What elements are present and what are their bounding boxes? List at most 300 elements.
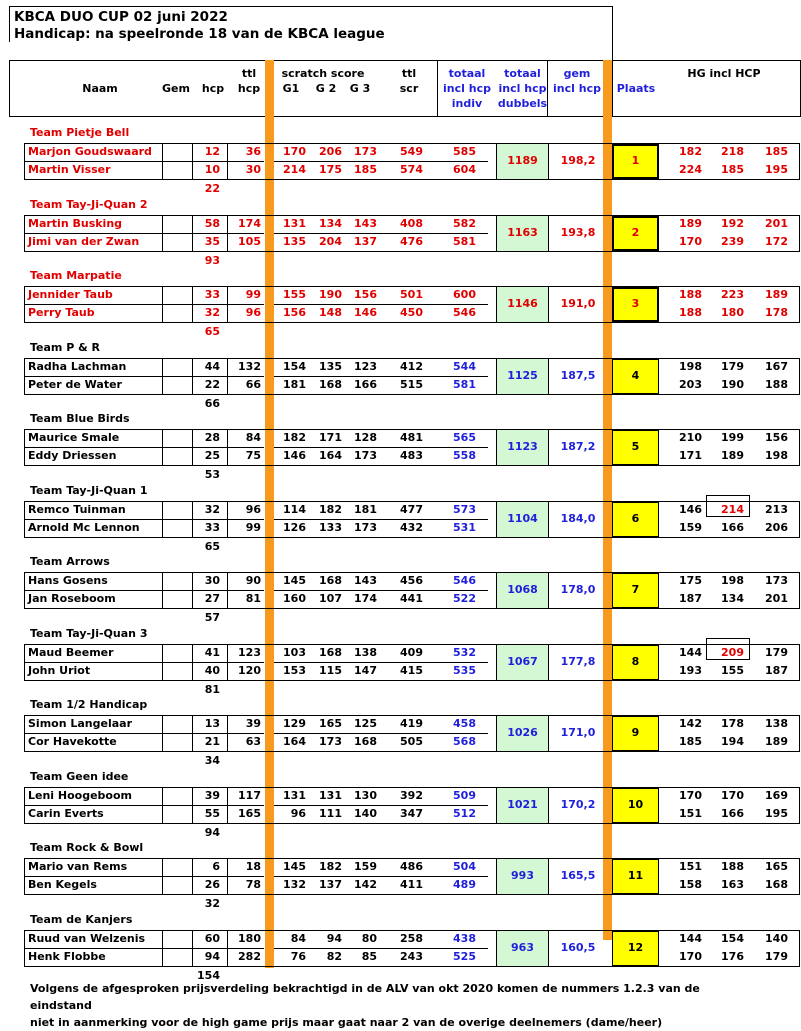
player-g1: 96 (290, 807, 306, 820)
player-high-game: 166 (721, 521, 744, 534)
dubbels-value: 963 (511, 941, 534, 954)
player-hcp: 27 (204, 592, 220, 605)
player-high-game: 218 (721, 145, 744, 158)
player-high-game: 209 (721, 646, 744, 659)
header-gem-incl-1: gem (563, 67, 591, 80)
player-g2: 111 (319, 807, 342, 820)
player-hcp: 6 (212, 860, 220, 873)
header-divider (437, 61, 438, 116)
player-high-game: 210 (679, 431, 702, 444)
player-hcp: 32 (204, 503, 220, 516)
dubbels-value: 1104 (507, 512, 538, 525)
player-high-game: 187 (679, 592, 702, 605)
player-hcp: 10 (204, 163, 220, 176)
player-g2: 148 (319, 306, 342, 319)
plaats-value: 7 (631, 583, 640, 596)
header-gem-incl-2: incl hcp (553, 82, 601, 95)
team-name: Team Tay-Ji-Quan 1 (30, 484, 148, 497)
player-high-game: 188 (679, 306, 702, 319)
header-g2: G 2 (315, 82, 337, 95)
dubbels-value: 1163 (507, 226, 538, 239)
player-ttl-hcp: 81 (245, 592, 261, 605)
player-high-game: 168 (765, 878, 788, 891)
team-hcp-total: 22 (204, 182, 220, 195)
player-indiv: 504 (453, 860, 476, 873)
player-g2: 190 (319, 288, 342, 301)
player-g2: 94 (326, 932, 342, 945)
player-g2: 135 (319, 360, 342, 373)
player-indiv: 582 (453, 217, 476, 230)
player-high-game: 199 (721, 431, 744, 444)
player-g3: 142 (354, 878, 377, 891)
team-hcp-total: 93 (204, 254, 220, 267)
player-g3: 174 (354, 592, 377, 605)
header-naam: Naam (82, 82, 118, 95)
player-high-game: 179 (721, 360, 744, 373)
player-high-game: 189 (721, 449, 744, 462)
player-g1: 153 (283, 664, 306, 677)
player-ttl-hcp: 105 (238, 235, 261, 248)
player-high-game: 198 (679, 360, 702, 373)
plaats-value: 9 (631, 726, 640, 739)
player-hcp: 58 (204, 217, 220, 230)
player-ttl-hcp: 18 (245, 860, 261, 873)
team-name: Team P & R (30, 341, 101, 354)
player-scr: 486 (400, 860, 423, 873)
player-g2: 165 (319, 717, 342, 730)
player-high-game: 185 (721, 163, 744, 176)
player-high-game: 178 (765, 306, 788, 319)
player-g3: 125 (354, 717, 377, 730)
header-ttl-scr-1: ttl (401, 67, 417, 80)
player-high-game: 170 (679, 235, 702, 248)
player-scr: 450 (400, 306, 423, 319)
player-high-game: 146 (679, 503, 702, 516)
player-high-game: 142 (679, 717, 702, 730)
player-high-game: 170 (679, 789, 702, 802)
player-high-game: 159 (679, 521, 702, 534)
player-indiv: 558 (453, 449, 476, 462)
player-g2: 182 (319, 503, 342, 516)
dubbels-value: 1146 (507, 297, 538, 310)
player-g1: 156 (283, 306, 306, 319)
player-ttl-hcp: 123 (238, 646, 261, 659)
player-name: Ruud van Welzenis (28, 932, 146, 945)
player-high-game: 188 (721, 860, 744, 873)
player-high-game: 138 (765, 717, 788, 730)
player-g1: 160 (283, 592, 306, 605)
player-ttl-hcp: 90 (245, 574, 261, 587)
team-hcp-total: 94 (204, 826, 220, 839)
player-high-game: 154 (721, 932, 744, 945)
player-indiv: 600 (453, 288, 476, 301)
player-scr: 392 (400, 789, 423, 802)
header-totaal-dubbels-3: dubbels (497, 97, 548, 110)
gem-value: 187,2 (560, 440, 596, 453)
player-high-game: 170 (679, 950, 702, 963)
player-hcp: 12 (204, 145, 220, 158)
team-hcp-total: 34 (204, 754, 220, 767)
player-high-game: 189 (765, 735, 788, 748)
player-g1: 145 (283, 860, 306, 873)
player-g3: 143 (354, 217, 377, 230)
player-hcp: 26 (204, 878, 220, 891)
player-ttl-hcp: 174 (238, 217, 261, 230)
gem-value: 193,8 (560, 226, 596, 239)
player-high-game: 173 (765, 574, 788, 587)
player-g1: 170 (283, 145, 306, 158)
player-scr: 441 (400, 592, 423, 605)
player-ttl-hcp: 63 (245, 735, 261, 748)
player-high-game: 163 (721, 878, 744, 891)
player-indiv: 581 (453, 235, 476, 248)
header-divider (612, 61, 613, 116)
plaats-value: 8 (631, 655, 640, 668)
player-ttl-hcp: 180 (238, 932, 261, 945)
player-ttl-hcp: 282 (238, 950, 261, 963)
team-hcp-total: 66 (204, 397, 220, 410)
player-scr: 243 (400, 950, 423, 963)
plaats-value: 5 (631, 440, 640, 453)
player-indiv: 531 (453, 521, 476, 534)
player-g1: 214 (283, 163, 306, 176)
player-high-game: 134 (721, 592, 744, 605)
player-hcp: 44 (204, 360, 220, 373)
gem-value: 160,5 (560, 941, 596, 954)
header-g1: G1 (282, 82, 300, 95)
player-name: Radha Lachman (28, 360, 127, 373)
header-hcp: hcp (201, 82, 225, 95)
player-high-game: 193 (679, 664, 702, 677)
team-name: Team de Kanjers (30, 913, 133, 926)
player-scr: 549 (400, 145, 423, 158)
player-name: Arnold Mc Lennon (28, 521, 140, 534)
dubbels-value: 993 (511, 869, 534, 882)
player-indiv: 568 (453, 735, 476, 748)
player-g2: 133 (319, 521, 342, 534)
player-scr: 408 (400, 217, 423, 230)
player-ttl-hcp: 117 (238, 789, 261, 802)
header-totaal-dubbels-1: totaal (504, 67, 541, 80)
player-high-game: 188 (765, 378, 788, 391)
player-high-game: 172 (765, 235, 788, 248)
player-high-game: 169 (765, 789, 788, 802)
player-high-game: 195 (765, 163, 788, 176)
plaats-value: 6 (631, 512, 640, 525)
player-high-game: 198 (765, 449, 788, 462)
player-g2: 206 (319, 145, 342, 158)
player-g1: 145 (283, 574, 306, 587)
player-g2: 131 (319, 789, 342, 802)
player-g3: 128 (354, 431, 377, 444)
player-high-game: 189 (679, 217, 702, 230)
header-totaal-dubbels-2: incl hcp (498, 82, 547, 95)
player-scr: 483 (400, 449, 423, 462)
player-indiv: 512 (453, 807, 476, 820)
player-indiv: 581 (453, 378, 476, 391)
player-ttl-hcp: 66 (245, 378, 261, 391)
player-g1: 182 (283, 431, 306, 444)
header-ttl-hcp-2: hcp (237, 82, 261, 95)
player-high-game: 180 (721, 306, 744, 319)
player-g2: 82 (326, 950, 342, 963)
player-indiv: 489 (453, 878, 476, 891)
player-g1: 135 (283, 235, 306, 248)
player-g3: 147 (354, 664, 377, 677)
dubbels-value: 1026 (507, 726, 538, 739)
player-g3: 156 (354, 288, 377, 301)
player-indiv: 604 (453, 163, 476, 176)
player-name: Cor Havekotte (28, 735, 117, 748)
player-high-game: 201 (765, 592, 788, 605)
player-hcp: 22 (204, 378, 220, 391)
player-indiv: 532 (453, 646, 476, 659)
player-indiv: 585 (453, 145, 476, 158)
player-scr: 409 (400, 646, 423, 659)
header-scratch-score: scratch score (281, 67, 365, 80)
gem-value: 187,5 (560, 369, 596, 382)
player-g3: 123 (354, 360, 377, 373)
team-name: Team Tay-Ji-Quan 3 (30, 627, 148, 640)
player-high-game: 179 (765, 950, 788, 963)
player-name: Marjon Goudswaard (28, 145, 152, 158)
gem-value: 171,0 (560, 726, 596, 739)
player-indiv: 573 (453, 503, 476, 516)
player-g3: 166 (354, 378, 377, 391)
header-totaal-indiv-3: indiv (451, 97, 483, 110)
player-g2: 175 (319, 163, 342, 176)
player-g2: 171 (319, 431, 342, 444)
player-g3: 181 (354, 503, 377, 516)
player-g3: 173 (354, 145, 377, 158)
player-g3: 168 (354, 735, 377, 748)
player-high-game: 190 (721, 378, 744, 391)
player-high-game: 144 (679, 932, 702, 945)
team-name: Team Arrows (30, 555, 110, 568)
player-name: Henk Flobbe (28, 950, 106, 963)
dubbels-value: 1067 (507, 655, 538, 668)
player-scr: 347 (400, 807, 423, 820)
player-g1: 131 (283, 789, 306, 802)
header-border-left (9, 61, 10, 116)
player-hcp: 28 (204, 431, 220, 444)
player-hcp: 33 (204, 521, 220, 534)
header-totaal-indiv-1: totaal (448, 67, 486, 80)
player-g1: 155 (283, 288, 306, 301)
player-scr: 505 (400, 735, 423, 748)
player-high-game: 185 (765, 145, 788, 158)
dubbels-value: 1123 (507, 440, 538, 453)
player-g3: 173 (354, 521, 377, 534)
team-name: Team Pietje Bell (30, 126, 130, 139)
player-g3: 140 (354, 807, 377, 820)
player-high-game: 166 (721, 807, 744, 820)
dubbels-value: 1125 (507, 369, 538, 382)
plaats-value: 10 (627, 798, 644, 811)
player-indiv: 565 (453, 431, 476, 444)
player-scr: 456 (400, 574, 423, 587)
player-scr: 476 (400, 235, 423, 248)
player-high-game: 151 (679, 860, 702, 873)
header-totaal-indiv-2: incl hcp (443, 82, 491, 95)
plaats-value: 4 (631, 369, 640, 382)
team-hcp-total: 53 (204, 468, 220, 481)
player-name: Simon Langelaar (28, 717, 133, 730)
player-ttl-hcp: 99 (245, 288, 261, 301)
player-high-game: 203 (679, 378, 702, 391)
player-ttl-hcp: 165 (238, 807, 261, 820)
player-g1: 84 (290, 932, 306, 945)
player-g2: 107 (319, 592, 342, 605)
player-indiv: 458 (453, 717, 476, 730)
player-name: Mario van Rems (28, 860, 128, 873)
dubbels-value: 1189 (507, 154, 538, 167)
player-name: Maud Beemer (28, 646, 114, 659)
team-name: Team Rock & Bowl (30, 841, 144, 854)
player-hcp: 40 (204, 664, 220, 677)
team-hcp-total: 81 (204, 683, 220, 696)
document-subtitle: Handicap: na speelronde 18 van de KBCA league (14, 26, 385, 42)
team-name: Team Tay-Ji-Quan 2 (30, 198, 148, 211)
player-high-game: 144 (679, 646, 702, 659)
player-g1: 146 (283, 449, 306, 462)
player-g2: 134 (319, 217, 342, 230)
team-name: Team Geen idee (30, 770, 129, 783)
player-name: Remco Tuinman (28, 503, 126, 516)
player-scr: 415 (400, 664, 423, 677)
header-plaats: Plaats (616, 82, 656, 95)
player-g1: 76 (290, 950, 306, 963)
dubbels-value: 1068 (507, 583, 538, 596)
player-g2: 182 (319, 860, 342, 873)
player-ttl-hcp: 36 (245, 145, 261, 158)
player-g1: 132 (283, 878, 306, 891)
player-name: Maurice Smale (28, 431, 120, 444)
player-name: Jimi van der Zwan (28, 235, 140, 248)
gem-value: 177,8 (560, 655, 596, 668)
gem-value: 191,0 (560, 297, 596, 310)
team-hcp-total: 65 (204, 540, 220, 553)
player-high-game: 158 (679, 878, 702, 891)
team-name: Team Blue Birds (30, 412, 130, 425)
footer-line-2: niet in aanmerking voor de high game prijs maar gaat naar 2 van de overige deelnemers (dame/heer) (30, 1016, 663, 1029)
player-high-game: 175 (679, 574, 702, 587)
player-high-game: 151 (679, 807, 702, 820)
player-indiv: 544 (453, 360, 476, 373)
player-g3: 85 (361, 950, 377, 963)
player-high-game: 189 (765, 288, 788, 301)
team-name: Team Marpatie (30, 269, 122, 282)
header-divider (547, 61, 548, 116)
player-scr: 481 (400, 431, 423, 444)
player-name: Peter de Water (28, 378, 122, 391)
header-g3: G 3 (349, 82, 371, 95)
player-ttl-hcp: 84 (245, 431, 261, 444)
player-high-game: 195 (765, 807, 788, 820)
gem-value: 184,0 (560, 512, 596, 525)
player-high-game: 206 (765, 521, 788, 534)
player-g2: 168 (319, 378, 342, 391)
player-g2: 164 (319, 449, 342, 462)
player-high-game: 178 (721, 717, 744, 730)
player-high-game: 140 (765, 932, 788, 945)
player-hcp: 32 (204, 306, 220, 319)
player-g3: 146 (354, 306, 377, 319)
plaats-value: 3 (631, 297, 640, 310)
player-name: Perry Taub (28, 306, 95, 319)
player-high-game: 201 (765, 217, 788, 230)
player-g3: 159 (354, 860, 377, 873)
team-name: Team 1/2 Handicap (30, 698, 148, 711)
player-hcp: 21 (204, 735, 220, 748)
player-name: Martin Busking (28, 217, 123, 230)
player-scr: 411 (400, 878, 423, 891)
footer-note (30, 980, 750, 1031)
player-g3: 137 (354, 235, 377, 248)
footer-line-1: Volgens de afgesproken prijsverdeling bekrachtigd in de ALV van okt 2020 komen de nummers 1.2.3 van de eindstand (30, 982, 700, 1012)
player-hcp: 33 (204, 288, 220, 301)
header-hg-incl-hcp: HG incl HCP (687, 67, 761, 80)
player-hcp: 35 (204, 235, 220, 248)
player-g3: 143 (354, 574, 377, 587)
player-hcp: 25 (204, 449, 220, 462)
player-ttl-hcp: 120 (238, 664, 261, 677)
player-high-game: 155 (721, 664, 744, 677)
player-hcp: 60 (204, 932, 220, 945)
player-g1: 154 (283, 360, 306, 373)
player-indiv: 525 (453, 950, 476, 963)
player-scr: 258 (400, 932, 423, 945)
player-hcp: 39 (204, 789, 220, 802)
header-ttl-scr-2: scr (399, 82, 419, 95)
player-high-game: 192 (721, 217, 744, 230)
player-name: Ben Kegels (28, 878, 97, 891)
player-high-game: 185 (679, 735, 702, 748)
player-g1: 129 (283, 717, 306, 730)
plaats-value: 2 (631, 226, 640, 239)
player-name: Martin Visser (28, 163, 111, 176)
player-g1: 164 (283, 735, 306, 748)
player-high-game: 167 (765, 360, 788, 373)
player-ttl-hcp: 75 (245, 449, 261, 462)
player-high-game: 223 (721, 288, 744, 301)
player-name: Leni Hoogeboom (28, 789, 133, 802)
player-high-game: 224 (679, 163, 702, 176)
player-scr: 412 (400, 360, 423, 373)
player-name: Hans Gosens (28, 574, 108, 587)
player-ttl-hcp: 96 (245, 503, 261, 516)
player-g3: 173 (354, 449, 377, 462)
team-hcp-total: 65 (204, 325, 220, 338)
player-ttl-hcp: 99 (245, 521, 261, 534)
player-g2: 137 (319, 878, 342, 891)
dubbels-value: 1021 (507, 798, 538, 811)
player-hcp: 55 (204, 807, 220, 820)
player-scr: 432 (400, 521, 423, 534)
player-ttl-hcp: 96 (245, 306, 261, 319)
player-high-game: 176 (721, 950, 744, 963)
plaats-value: 1 (631, 154, 640, 167)
player-g1: 103 (283, 646, 306, 659)
player-scr: 515 (400, 378, 423, 391)
player-indiv: 535 (453, 664, 476, 677)
player-indiv: 546 (453, 574, 476, 587)
player-g1: 114 (283, 503, 306, 516)
player-g3: 80 (361, 932, 377, 945)
player-high-game: 156 (765, 431, 788, 444)
gem-value: 170,2 (560, 798, 596, 811)
player-ttl-hcp: 30 (245, 163, 261, 176)
